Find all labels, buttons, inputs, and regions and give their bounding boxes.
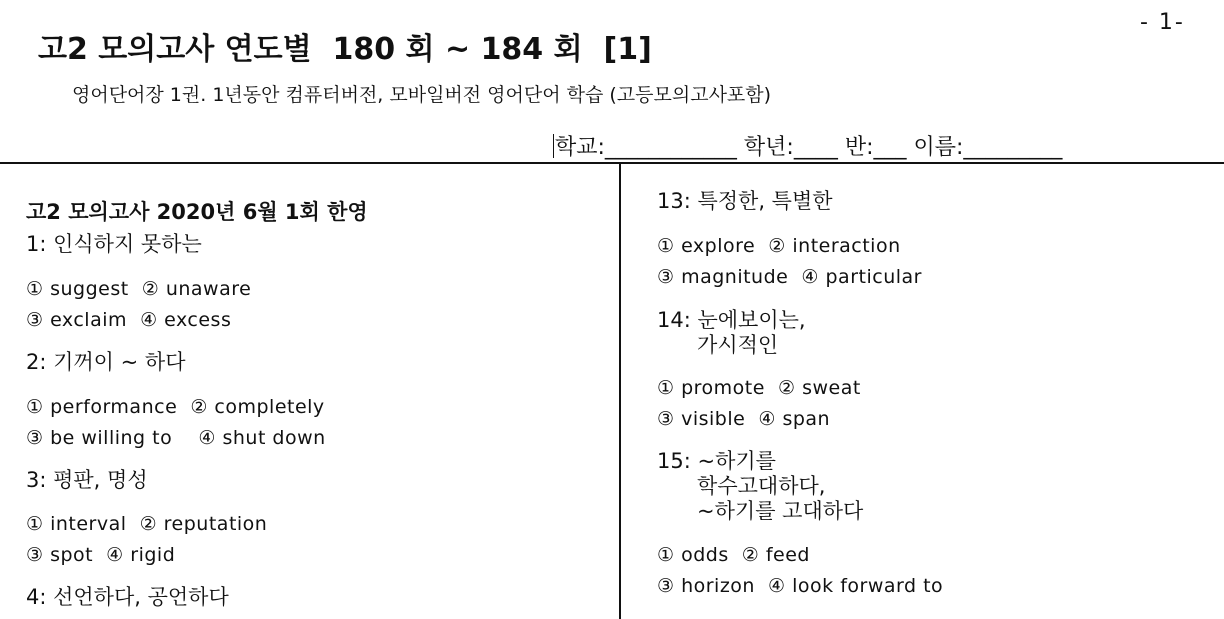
text-cursor <box>553 134 554 158</box>
student-info-line <box>553 130 1062 161</box>
question-14-prompt: 14: 눈에보이는, 가시적인 <box>657 308 806 357</box>
question-13-options-b: ③ magnitude ④ particular <box>657 266 922 288</box>
question-13-options-a: ① explore ② interaction <box>657 235 901 257</box>
question-2-options-a: ① performance ② completely <box>26 396 325 418</box>
question-1-options-a: ① suggest ② unaware <box>26 278 252 300</box>
question-14-options-a: ① promote ② sweat <box>657 377 861 399</box>
question-14-options-b: ③ visible ④ span <box>657 408 831 430</box>
section-heading: 고2 모의고사 2020년 6월 1회 한영 <box>26 200 368 224</box>
question-15-prompt: 15: ~하기를 학수고대하다, ~하기를 고대하다 <box>657 449 864 523</box>
question-2-prompt: 2: 기꺼이 ~ 하다 <box>26 350 186 374</box>
question-3-options-b: ③ spot ④ rigid <box>26 544 176 566</box>
question-4-prompt: 4: 선언하다, 공언하다 <box>26 585 229 609</box>
question-15-options-a: ① odds ② feed <box>657 544 810 566</box>
column-divider <box>619 164 621 619</box>
question-13-prompt: 13: 특정한, 특별한 <box>657 189 833 213</box>
student-info-fields: 학교:____________ 학년:____ 반:___ 이름:_________ <box>555 135 1063 160</box>
page-number: - 1- <box>1140 10 1185 35</box>
header-divider <box>0 162 1224 164</box>
worksheet-subtitle: 영어단어장 1권. 1년동안 컴퓨터버전, 모바일버전 영어단어 학습 (고등모의고사포함) <box>72 84 772 106</box>
question-2-options-b: ③ be willing to ④ shut down <box>26 427 326 449</box>
question-1-prompt: 1: 인식하지 못하는 <box>26 232 202 256</box>
question-3-options-a: ① interval ② reputation <box>26 513 268 535</box>
question-3-prompt: 3: 평판, 명성 <box>26 468 148 492</box>
question-15-options-b: ③ horizon ④ look forward to <box>657 575 944 597</box>
question-1-options-b: ③ exclaim ④ excess <box>26 309 232 331</box>
worksheet-title: 고2 모의고사 연도별 180 회 ~ 184 회 [1] <box>38 32 652 67</box>
